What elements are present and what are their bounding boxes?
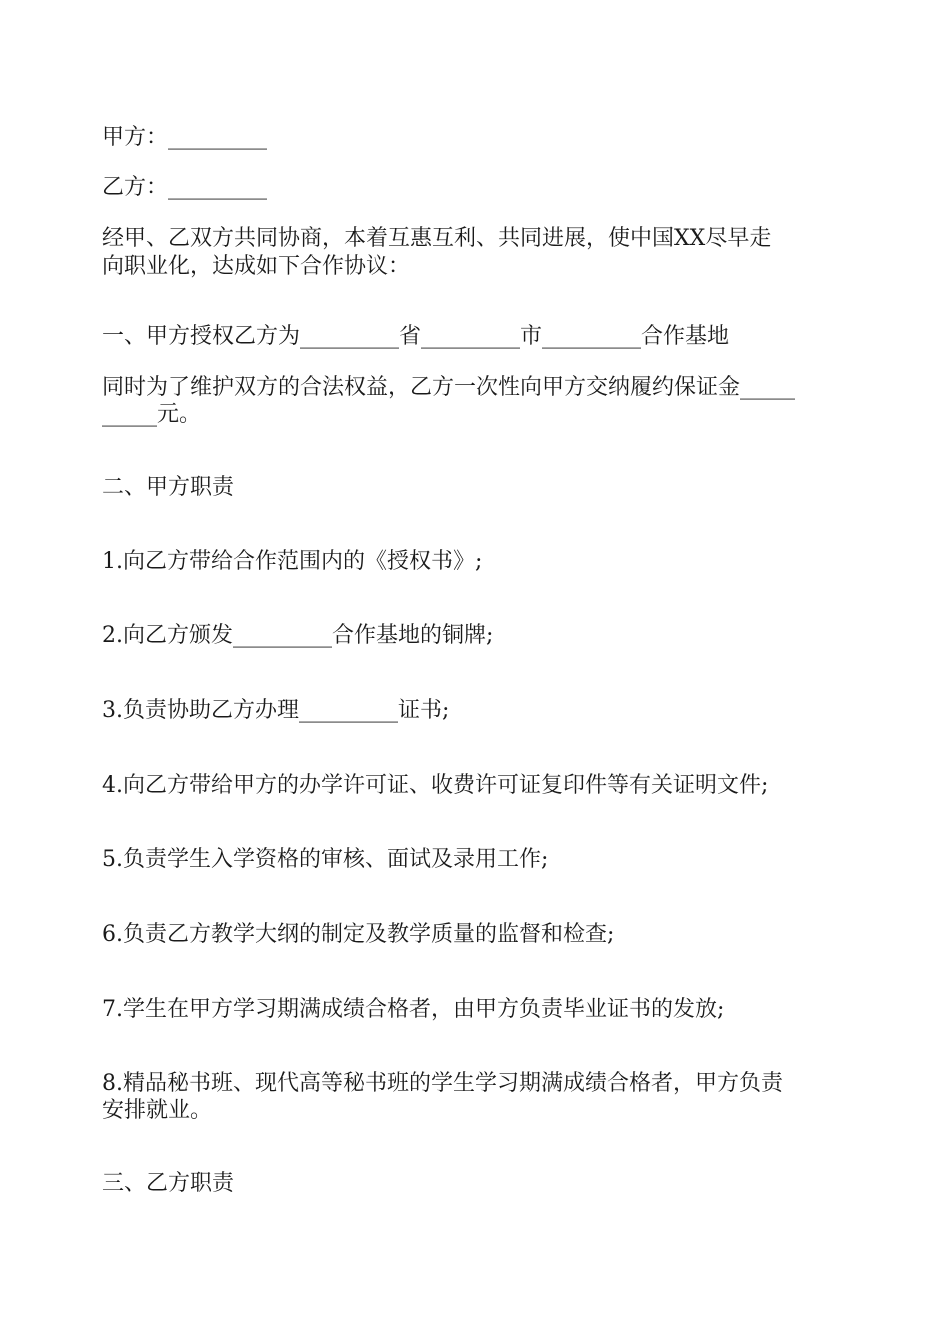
section-1-heading: 一、甲方授权乙方为_________省_________市_________合作基地 [102, 324, 730, 349]
section-1-text-line-1: 同时为了维护双方的合法权益，乙方一次性向甲方交纳履约保证金_____ [102, 375, 796, 400]
duty-item-2: 2.向乙方颁发_________合作基地的铜牌; [102, 623, 494, 648]
duty-item-7: 7.学生在甲方学习期满成绩合格者，由甲方负责毕业证书的发放; [102, 997, 725, 1022]
section-3-heading: 三、乙方职责 [102, 1171, 235, 1196]
duty-item-5: 5.负责学生入学资格的审核、面试及录用工作; [102, 847, 549, 872]
duty-item-3: 3.负责协助乙方办理_________证书; [102, 698, 450, 723]
party-b-line: 乙方：_________ [102, 175, 268, 200]
duty-item-4: 4.向乙方带给甲方的办学许可证、收费许可证复印件等有关证明文件; [102, 773, 769, 798]
intro-line-2: 向职业化，达成如下合作协议： [102, 254, 411, 279]
duty-item-8-line-1: 8.精品秘书班、现代高等秘书班的学生学习期满成绩合格者，甲方负责 [102, 1071, 783, 1096]
party-a-line: 甲方：_________ [102, 125, 268, 150]
duty-item-6: 6.负责乙方教学大纲的制定及教学质量的监督和检查; [102, 922, 615, 947]
duty-item-8-line-2: 安排就业。 [102, 1098, 213, 1123]
section-2-heading: 二、甲方职责 [102, 475, 235, 500]
intro-line-1: 经甲、乙双方共同协商，本着互惠互利、共同进展，使中国XX尽早走 [102, 226, 772, 251]
section-1-text-line-2: _____元。 [102, 402, 202, 427]
duty-item-1: 1.向乙方带给合作范围内的《授权书》; [102, 549, 483, 574]
